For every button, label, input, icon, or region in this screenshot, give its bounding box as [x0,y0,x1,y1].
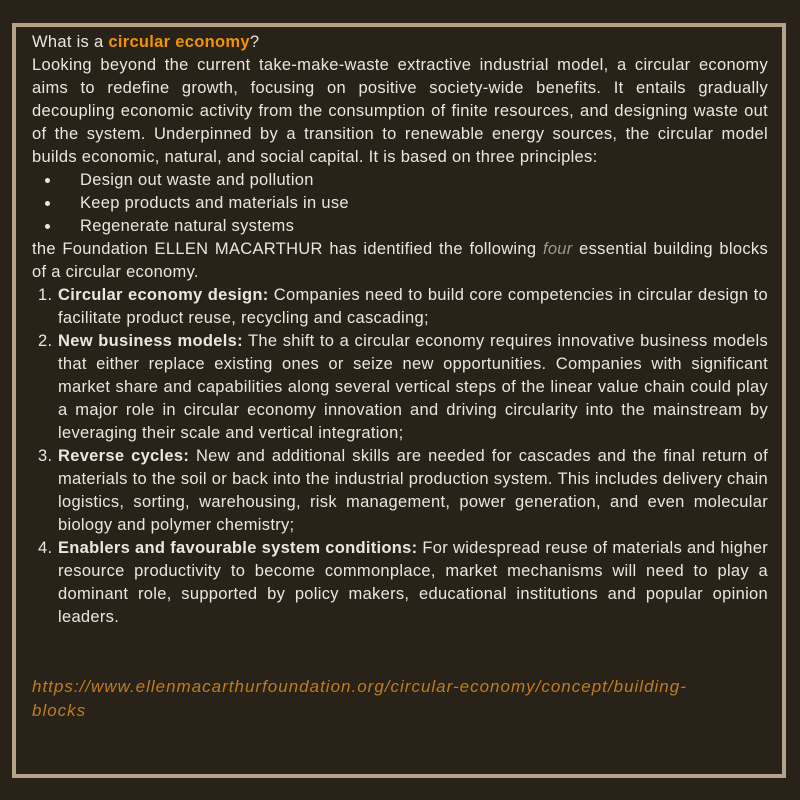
card-content [16,27,782,774]
source-link[interactable]: https://www.ellenmacarthurfoundation.org/circular-economy/concept/building-blocks [32,677,687,720]
principle-text: Design out waste and pollution [80,171,314,189]
block-text: Companies need to build core competencies in circular design to facilitate product reuse, recycling and cascading; [58,286,769,327]
bullet-icon [45,201,50,206]
foundation-pre: the Foundation ELLEN MACARTHUR has identified the following [32,240,543,258]
block-text: For widespread reuse of materials and higher resource productivity to become commonplace, market mechanisms will need to play a dominant role, supported by policy makers, educational institutions and popular opinion leaders. [58,539,768,626]
building-blocks-list [32,284,768,629]
title-suffix: ? [249,33,260,51]
building-block-item [32,537,768,629]
item-number: 2. [38,332,53,350]
item-number: 1. [38,286,53,304]
foundation-post: essential building blocks of a circular economy. [32,240,768,281]
principle-item [32,215,768,238]
principle-text: Regenerate natural systems [80,217,295,235]
intro-paragraph: Looking beyond the current take-make-waste extractive industrial model, a circular economy aims to redefine growth, focusing on positive society-wide benefits. It entails gradually decoupling economic activity from the consumption of finite resources, and designing waste out of the system. Underpinned by a transition to renewable energy sources, the circular model builds economic, natural, and social capital. It is based on three principles: [32,56,768,166]
block-label: Reverse cycles: [58,447,190,465]
building-block-item [32,330,768,445]
title-highlight: circular economy [108,33,250,51]
block-label: New business models: [58,332,243,350]
page-title [32,31,768,54]
block-text: New and additional skills are needed for cascades and the final return of materials to the soil or back into the industrial production system. This includes delivery chain logistics, sorting, warehousing, risk management, power generation, and even molecular biology and polymer chemistry; [58,447,768,534]
building-block-item [32,284,768,330]
building-block-item [32,445,768,537]
item-number: 4. [38,539,53,557]
foundation-paragraph [32,238,768,284]
principle-text: Keep products and materials in use [80,194,349,212]
principles-list [32,169,768,238]
bullet-icon [45,224,50,229]
principle-item [32,169,768,192]
principle-item [32,192,768,215]
block-text: The shift to a circular economy requires innovative business models that either replace existing ones or seize new opportunities. Companies with significant market share and capabilities along several vertical steps of the linear value chain could play a major role in circular economy innovation and driving circularity into the mainstream by leveraging their scale and vertical integration; [58,332,768,442]
foundation-emphasis: four [542,240,573,258]
title-prefix: What is a [32,33,109,51]
item-number: 3. [38,447,53,465]
bullet-icon [45,178,50,183]
block-label: Enablers and favourable system conditions: [58,539,418,557]
circular-economy-card [12,23,786,778]
block-label: Circular economy design: [58,286,269,304]
